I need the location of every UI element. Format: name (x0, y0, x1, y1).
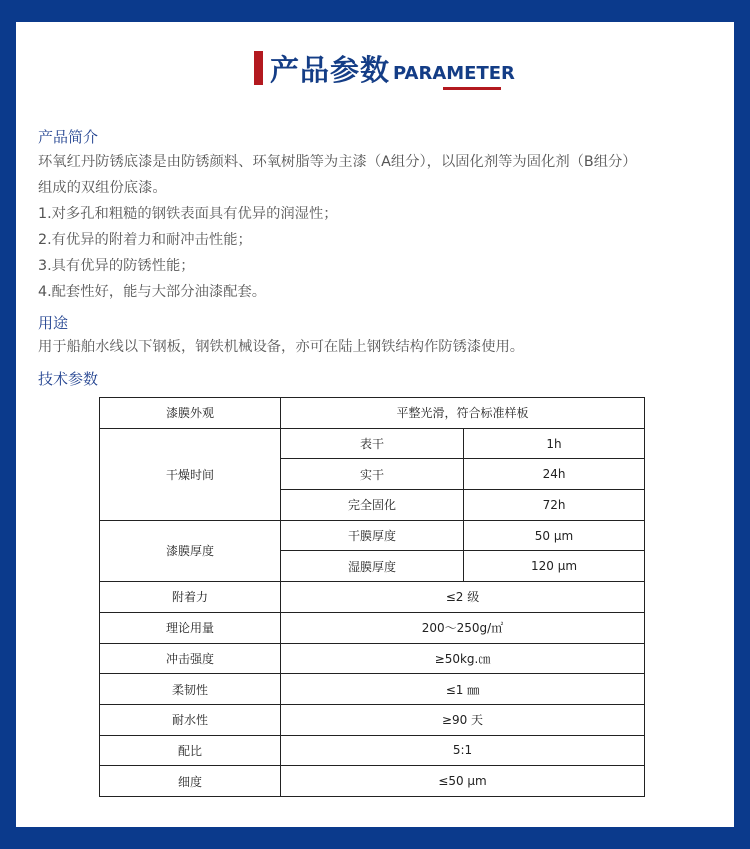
table-row (100, 520, 645, 551)
specs-title: 技术参数 (38, 370, 99, 388)
table-row (100, 612, 645, 643)
spec-sublabel: 实干 (281, 459, 464, 490)
spec-label: 冲击强度 (100, 643, 281, 674)
table-row (100, 704, 645, 735)
spec-value: 24h (464, 459, 645, 490)
heading-accent-bar (254, 51, 263, 85)
spec-value: 平整光滑，符合标准样板 (281, 398, 645, 429)
table-row (100, 735, 645, 766)
spec-label: 耐水性 (100, 704, 281, 735)
spec-label: 干燥时间 (100, 428, 281, 520)
spec-value: 72h (464, 490, 645, 521)
spec-sublabel: 表干 (281, 428, 464, 459)
spec-label: 柔韧性 (100, 674, 281, 705)
table-row (100, 428, 645, 459)
spec-value: 5:1 (281, 735, 645, 766)
usage-line: 用于船舶水线以下钢板，钢铁机械设备，亦可在陆上钢铁结构作防锈漆使用。 (38, 339, 525, 355)
heading-underline (443, 87, 501, 90)
spec-sublabel: 完全固化 (281, 490, 464, 521)
table-row (100, 582, 645, 613)
intro-line: 1.对多孔和粗糙的钢铁表面具有优异的润湿性； (38, 206, 338, 222)
intro-line: 环氧红丹防锈底漆是由防锈颜料、环氧树脂等为主漆（A组分），以固化剂等为固化剂（B组分） (38, 154, 637, 170)
spec-label: 漆膜外观 (100, 398, 281, 429)
intro-text (38, 149, 718, 305)
intro-line: 组成的双组份底漆。 (38, 180, 167, 196)
spec-value: 120 μm (464, 551, 645, 582)
table-row (100, 766, 645, 797)
heading-title-english: PARAMETER (393, 63, 515, 84)
spec-label: 细度 (100, 766, 281, 797)
spec-sublabel: 湿膜厚度 (281, 551, 464, 582)
spec-value: 1h (464, 428, 645, 459)
intro-title: 产品简介 (38, 128, 99, 146)
spec-label: 配比 (100, 735, 281, 766)
spec-value: ≤1 ㎜ (281, 674, 645, 705)
spec-value: ≥90 天 (281, 704, 645, 735)
spec-value: ≥50kg.㎝ (281, 643, 645, 674)
spec-value: ≤2 级 (281, 582, 645, 613)
section-heading (16, 22, 734, 122)
spec-value: 50 μm (464, 520, 645, 551)
spec-label: 漆膜厚度 (100, 520, 281, 581)
usage-text (38, 334, 718, 360)
table-row (100, 398, 645, 429)
spec-table (99, 397, 645, 797)
content-panel (16, 22, 734, 827)
spec-value: 200～250g/㎡ (281, 612, 645, 643)
spec-label: 附着力 (100, 582, 281, 613)
intro-line: 2.有优异的附着力和耐冲击性能； (38, 232, 252, 248)
spec-value: ≤50 μm (281, 766, 645, 797)
table-row (100, 643, 645, 674)
intro-line: 3.具有优异的防锈性能； (38, 258, 195, 274)
spec-sublabel: 干膜厚度 (281, 520, 464, 551)
usage-title: 用途 (38, 314, 69, 332)
table-row (100, 674, 645, 705)
heading-title-chinese: 产品参数 (270, 53, 391, 87)
spec-label: 理论用量 (100, 612, 281, 643)
intro-line: 4.配套性好，能与大部分油漆配套。 (38, 284, 267, 300)
